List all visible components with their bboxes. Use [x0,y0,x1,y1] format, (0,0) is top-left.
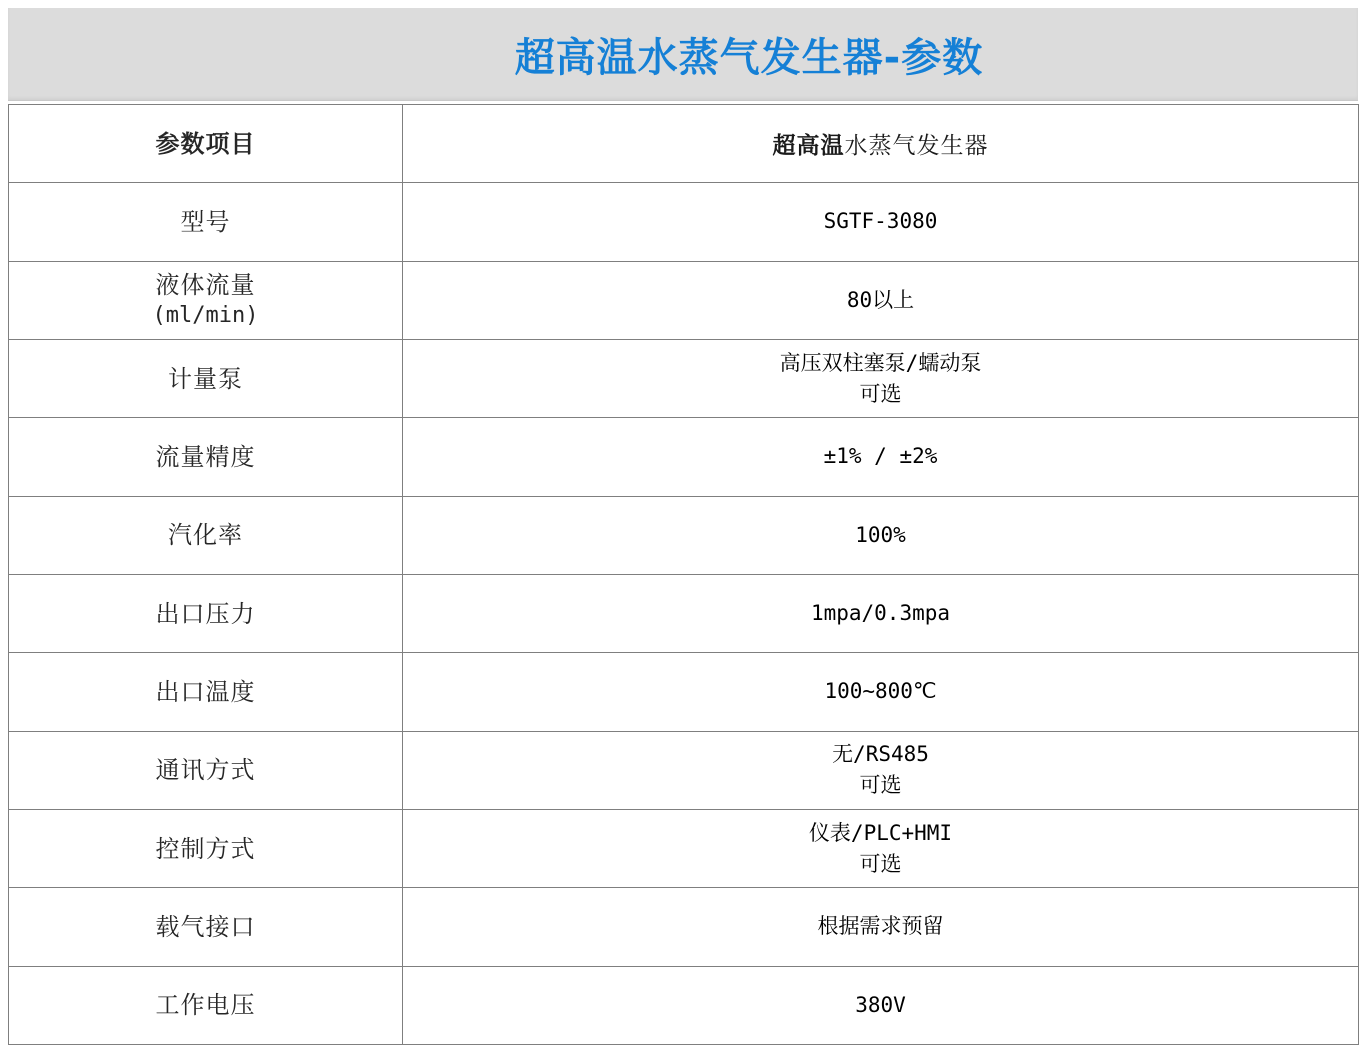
param-name-cell: 工作电压 [9,966,403,1044]
param-name-cell: 通讯方式 [9,731,403,809]
param-value-cell: 高压双柱塞泵/蠕动泵 可选 [403,339,1359,417]
table-row [9,496,1359,574]
param-name-cell: 型号 [9,183,403,261]
param-name-cell: 载气接口 [9,888,403,966]
param-value-cell: ±1% / ±2% [403,418,1359,496]
table-row [9,418,1359,496]
table-row [9,966,1359,1044]
table-row [9,888,1359,966]
param-value-cell: 100~800℃ [403,653,1359,731]
table-header-row [9,105,1359,183]
param-name-cell: 汽化率 [9,496,403,574]
param-name-header: 参数项目 [155,129,256,158]
param-name-cell: 控制方式 [9,809,403,887]
param-name-cell: 计量泵 [9,339,403,417]
param-name-cell: 出口压力 [9,574,403,652]
page-title: 超高温水蒸气发生器-参数 [514,34,984,81]
table-row [9,261,1359,339]
param-value-cell: 380V [403,966,1359,1044]
param-value-cell: 1mpa/0.3mpa [403,574,1359,652]
param-value-cell: 100% [403,496,1359,574]
param-value-cell: 80以上 [403,261,1359,339]
param-name-cell: 出口温度 [9,653,403,731]
param-value-header-cell [403,105,1359,183]
title-banner [8,8,1358,101]
product-name: 超高温水蒸气发生器 [772,133,989,160]
param-name-cell: 流量精度 [9,418,403,496]
param-value-cell: 无/RS485 可选 [403,731,1359,809]
param-name-header-cell [9,105,403,183]
table-row [9,183,1359,261]
param-value-cell: 仪表/PLC+HMI 可选 [403,809,1359,887]
param-name-cell: 液体流量 (ml/min) [9,261,403,339]
table-row [9,574,1359,652]
table-row [9,653,1359,731]
table-row [9,809,1359,887]
table-row [9,731,1359,809]
param-value-cell: SGTF-3080 [403,183,1359,261]
table-row [9,339,1359,417]
spec-table [8,104,1359,1045]
param-value-cell: 根据需求预留 [403,888,1359,966]
spec-sheet [8,8,1358,1045]
